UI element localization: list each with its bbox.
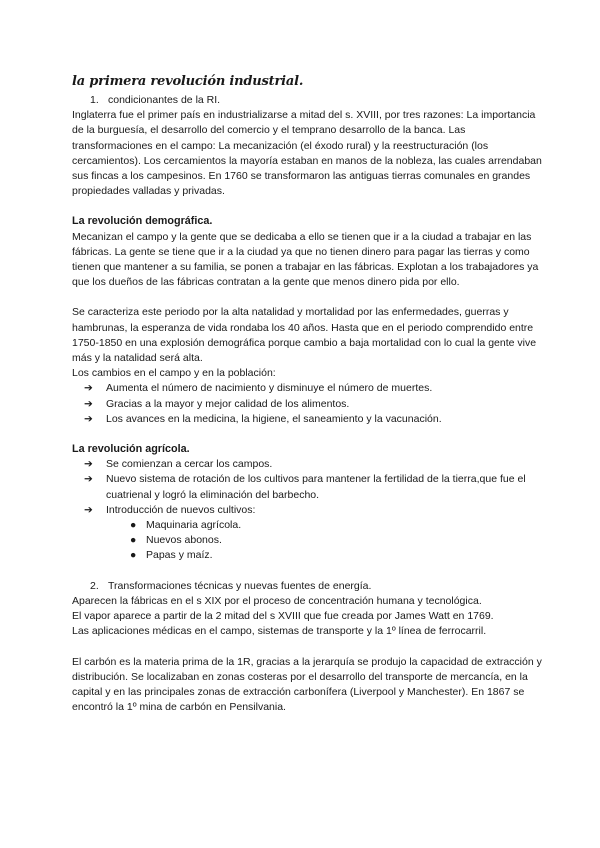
changes-list bbox=[72, 381, 542, 427]
bullet-icon: ● bbox=[130, 534, 137, 547]
spacer bbox=[72, 640, 542, 655]
list-item-text: Papas y maíz. bbox=[146, 549, 213, 562]
section-2-number: 2. bbox=[90, 579, 99, 592]
spacer bbox=[72, 199, 542, 214]
new-crops-list bbox=[72, 518, 542, 564]
list-item bbox=[84, 397, 542, 412]
section-2-heading bbox=[72, 579, 542, 594]
section-1-heading bbox=[72, 93, 542, 108]
arrow-icon: ➔ bbox=[84, 473, 93, 486]
bullet-icon: ● bbox=[130, 549, 137, 562]
section-1-heading-text: condicionantes de la RI. bbox=[108, 94, 221, 106]
demographic-paragraph-1: Mecanizan el campo y la gente que se dedicaba a ello se tienen que ir a la ciudad a trabajar en las fábricas. La gente se tiene que ir a la ciudad ya que no tienen dinero para pagar las tierras y como tienen que mantener a su familia, se ponen a trabajar en las fábricas. Explotan a los trabajadores ya que los dueños de las fábricas contratan a la gente que menos dinero pida por ello. bbox=[72, 230, 539, 289]
list-item bbox=[130, 548, 542, 563]
section-1-number: 1. bbox=[90, 94, 99, 106]
bullet-icon: ● bbox=[130, 519, 137, 532]
section-2-paragraph: El carbón es la materia prima de la 1R, gracias a la jerarquía se produjo la capacidad de extracción y distribución. Se localizaban en zonas costeras por el desarrollo del transporte de mercancía, en la capital y en las principales zonas de extracción carbonífera (Liverpool y Manchester). En 1867 se encontró la 1º mina de carbón en Pensilvania. bbox=[72, 655, 542, 714]
demographic-heading: La revolución demográfica. bbox=[72, 215, 213, 228]
list-item bbox=[84, 412, 542, 427]
section-2-heading-text: Transformaciones técnicas y nuevas fuentes de energía. bbox=[108, 579, 372, 592]
section-2-line-3: Las aplicaciones médicas en el campo, sistemas de transporte y la 1º línea de ferrocarril. bbox=[72, 625, 487, 638]
section-2-line-1: Aparecen la fábricas en el s XIX por el proceso de concentración humana y tecnológica. bbox=[72, 594, 482, 607]
list-item bbox=[84, 381, 542, 396]
arrow-icon: ➔ bbox=[84, 382, 93, 395]
demographic-paragraph-2: Se caracteriza este periodo por la alta natalidad y mortalidad por las enfermedades, guerras y hambrunas, la esperanza de vida rondaba los 40 años. Hasta que en el periodo comprendido entre 1750-1850 en una explosión demográfica porque cambio a baja mortalidad con lo cual la gente vive más y la natalidad será alta. bbox=[72, 306, 537, 365]
list-item bbox=[84, 503, 542, 518]
section-2-line-2: El vapor aparece a partir de la 2 mitad del s XVIII que fue creada por James Watt en 1769. bbox=[72, 610, 494, 623]
list-item bbox=[130, 533, 542, 548]
arrow-icon: ➔ bbox=[84, 458, 93, 471]
arrow-icon: ➔ bbox=[84, 397, 93, 410]
list-item-text: Los avances en la medicina, la higiene, el saneamiento y la vacunación. bbox=[106, 412, 442, 425]
list-item-text: Se comienzan a cercar los campos. bbox=[106, 458, 273, 471]
agricultural-list bbox=[72, 457, 542, 518]
arrow-icon: ➔ bbox=[84, 503, 93, 516]
arrow-icon: ➔ bbox=[84, 412, 93, 425]
list-item-text: Aumenta el número de nacimiento y disminuye el número de muertes. bbox=[106, 382, 433, 395]
list-item bbox=[84, 457, 542, 472]
spacer bbox=[72, 290, 542, 305]
list-item-text: Nuevo sistema de rotación de los cultivos para mantener la fertilidad de la tierra,que fue el cuatrienal y logró la eliminación del barbecho. bbox=[106, 473, 526, 501]
list-item-text: Maquinaria agrícola. bbox=[146, 519, 242, 532]
section-1-paragraph: Inglaterra fue el primer país en industrializarse a mitad del s. XVIII, por tres razones: La importancia de la burguesía, el desarrollo del comercio y el temprano desarrollo de la banca. Las transformaciones en el campo: La mecanización (el éxodo rural) y la reestructuración (los cercamientos). Los cercamientos la mayoría estaban en manos de la nobleza, las cuales arrendaban sus fincas a los campesinos. En 1760 se transformaron las antiguas tierras comunales en grandes propiedades valladas y privadas. bbox=[72, 109, 542, 198]
agricultural-heading: La revolución agrícola. bbox=[72, 443, 190, 456]
list-item-text: Gracias a la mayor y mejor calidad de los alimentos. bbox=[106, 397, 350, 410]
spacer bbox=[72, 564, 542, 579]
list-item-text: Nuevos abonos. bbox=[146, 534, 222, 547]
changes-intro: Los cambios en el campo y en la población: bbox=[72, 367, 276, 380]
document-page bbox=[72, 66, 542, 715]
list-item bbox=[130, 518, 542, 533]
document-title: la primera revolución industrial. bbox=[72, 74, 304, 89]
spacer bbox=[72, 427, 542, 442]
list-item bbox=[84, 472, 542, 502]
list-item-text: Introducción de nuevos cultivos: bbox=[106, 503, 256, 516]
